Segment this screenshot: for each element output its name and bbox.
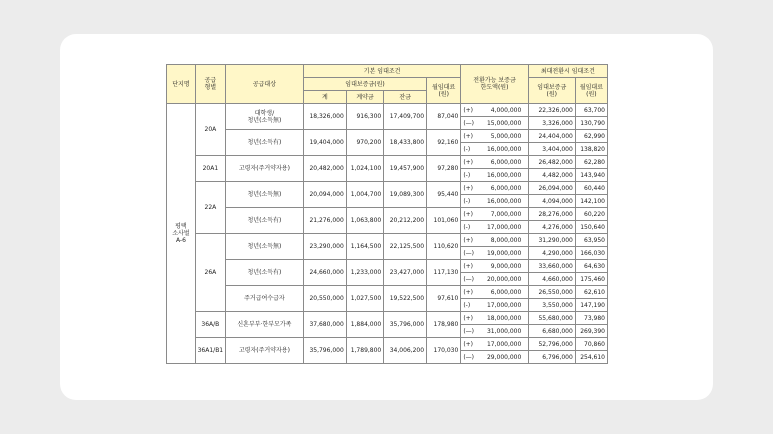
monthly-rent-cell: 101,060 (427, 208, 461, 234)
target-cell: 청년(소득無) (225, 182, 303, 208)
convert-minus-value: 20,000,000 (486, 275, 522, 283)
monthly-rent-cell: 178,980 (427, 312, 461, 338)
max-deposit-cell: 52,796,000 (528, 338, 575, 351)
monthly-rent-cell: 170,030 (427, 338, 461, 364)
min-deposit-cell: 4,276,000 (528, 221, 575, 234)
min-rent-cell: 254,610 (575, 351, 607, 364)
convert-plus-cell (461, 130, 528, 143)
min-rent-cell: 269,390 (575, 325, 607, 338)
convert-minus-cell (461, 169, 528, 182)
target-cell: 청년(소득有) (225, 260, 303, 286)
rental-conditions-table (166, 64, 608, 364)
max-deposit-cell: 28,276,000 (528, 208, 575, 221)
convert-plus-value: 5,000,000 (490, 132, 522, 140)
monthly-rent-cell: 95,440 (427, 182, 461, 208)
max-rent-cell: 63,700 (575, 104, 607, 117)
plus-sign: (+) (463, 262, 474, 270)
min-deposit-cell: 4,094,000 (528, 195, 575, 208)
table-row (167, 338, 608, 351)
min-deposit-cell: 3,326,000 (528, 117, 575, 130)
convert-minus-value: 16,000,000 (486, 145, 522, 153)
minus-sign: (-) (463, 197, 471, 205)
balance-cell: 17,409,700 (384, 104, 427, 130)
convert-plus-cell (461, 208, 528, 221)
deposit-total-cell: 37,680,000 (303, 312, 346, 338)
convert-plus-cell (461, 286, 528, 299)
target-cell: 신혼부부·한부모가족 (225, 312, 303, 338)
table-row (167, 104, 608, 117)
convert-minus-value: 16,000,000 (486, 197, 522, 205)
balance-cell: 34,006,200 (384, 338, 427, 364)
convert-minus-cell (461, 195, 528, 208)
min-rent-cell: 175,460 (575, 273, 607, 286)
max-deposit-cell: 26,550,000 (528, 286, 575, 299)
min-deposit-cell: 4,290,000 (528, 247, 575, 260)
max-rent-cell: 70,860 (575, 338, 607, 351)
contract-cell: 1,789,800 (346, 338, 383, 364)
minus-sign: (-) (463, 171, 471, 179)
max-deposit-cell: 24,404,000 (528, 130, 575, 143)
balance-cell: 18,433,800 (384, 130, 427, 156)
balance-cell: 19,457,900 (384, 156, 427, 182)
contract-cell: 1,884,000 (346, 312, 383, 338)
deposit-total-cell: 23,290,000 (303, 234, 346, 260)
convert-minus-cell (461, 351, 528, 364)
convert-plus-value: 18,000,000 (486, 314, 522, 322)
convert-minus-value: 17,000,000 (486, 223, 522, 231)
target-cell: 주거급여수급자 (225, 286, 303, 312)
header-basic-conditions: 기본 임대조건 (303, 65, 460, 78)
monthly-rent-cell: 97,610 (427, 286, 461, 312)
convert-plus-value: 6,000,000 (490, 288, 522, 296)
minus-sign: (—) (463, 327, 474, 335)
plus-sign: (+) (463, 236, 474, 244)
max-deposit-cell: 22,326,000 (528, 104, 575, 117)
max-rent-cell: 63,950 (575, 234, 607, 247)
target-cell: 청년(소득有) (225, 130, 303, 156)
header-complex: 단지명 (167, 65, 196, 104)
table-row (167, 286, 608, 299)
deposit-total-cell: 20,550,000 (303, 286, 346, 312)
min-deposit-cell: 3,404,000 (528, 143, 575, 156)
convert-plus-cell (461, 104, 528, 117)
max-rent-cell: 62,280 (575, 156, 607, 169)
minus-sign: (—) (463, 119, 474, 127)
balance-cell: 35,796,000 (384, 312, 427, 338)
monthly-rent-cell: 117,130 (427, 260, 461, 286)
plus-sign: (+) (463, 288, 474, 296)
convert-minus-value: 31,000,000 (486, 327, 522, 335)
max-deposit-cell: 55,680,000 (528, 312, 575, 325)
min-rent-cell: 147,190 (575, 299, 607, 312)
convert-plus-cell (461, 312, 528, 325)
balance-cell: 22,125,500 (384, 234, 427, 260)
deposit-total-cell: 35,796,000 (303, 338, 346, 364)
monthly-rent-cell: 92,160 (427, 130, 461, 156)
table-row (167, 260, 608, 273)
convert-plus-cell (461, 234, 528, 247)
plus-sign: (+) (463, 340, 474, 348)
header-convertible: 전환가능 보증금 한도액(원) (461, 65, 528, 104)
supply-type-cell: 36A/B (195, 312, 225, 338)
min-rent-cell: 143,940 (575, 169, 607, 182)
min-rent-cell: 150,640 (575, 221, 607, 234)
table-row (167, 312, 608, 325)
header-max-deposit: 임대보증금 (원) (528, 78, 575, 104)
convert-plus-value: 4,000,000 (490, 106, 522, 114)
monthly-rent-cell: 87,040 (427, 104, 461, 130)
complex-name-cell: 평택 소사벌 A-6 (167, 104, 196, 364)
min-rent-cell: 166,030 (575, 247, 607, 260)
convert-plus-cell (461, 338, 528, 351)
supply-type-cell: 36A1/B1 (195, 338, 225, 364)
balance-cell: 19,522,500 (384, 286, 427, 312)
plus-sign: (+) (463, 184, 474, 192)
header-max-rent: 월임대료 (원) (575, 78, 607, 104)
header-total: 계 (303, 91, 346, 104)
max-deposit-cell: 31,290,000 (528, 234, 575, 247)
contract-cell: 916,300 (346, 104, 383, 130)
header-monthly-rent: 월임대료 (원) (427, 78, 461, 104)
table-row (167, 156, 608, 169)
plus-sign: (+) (463, 158, 474, 166)
table-row (167, 208, 608, 221)
min-deposit-cell: 6,680,000 (528, 325, 575, 338)
deposit-total-cell: 21,276,000 (303, 208, 346, 234)
convert-minus-value: 17,000,000 (486, 301, 522, 309)
target-cell: 고령자(주거약자용) (225, 338, 303, 364)
max-deposit-cell: 26,482,000 (528, 156, 575, 169)
deposit-total-cell: 19,404,000 (303, 130, 346, 156)
header-max-conversion: 최대전환시 임대조건 (528, 65, 607, 78)
convert-plus-value: 9,000,000 (490, 262, 522, 270)
convert-minus-cell (461, 299, 528, 312)
convert-minus-cell (461, 221, 528, 234)
convert-minus-value: 15,000,000 (486, 119, 522, 127)
table-row (167, 234, 608, 247)
contract-cell: 970,200 (346, 130, 383, 156)
max-rent-cell: 62,990 (575, 130, 607, 143)
convert-minus-cell (461, 247, 528, 260)
header-contract: 계약금 (346, 91, 383, 104)
convert-plus-value: 6,000,000 (490, 158, 522, 166)
minus-sign: (-) (463, 145, 471, 153)
min-rent-cell: 130,790 (575, 117, 607, 130)
target-cell: 대학생/ 청년(소득無) (225, 104, 303, 130)
min-deposit-cell: 3,550,000 (528, 299, 575, 312)
contract-cell: 1,063,800 (346, 208, 383, 234)
max-rent-cell: 62,610 (575, 286, 607, 299)
plus-sign: (+) (463, 314, 474, 322)
convert-plus-cell (461, 156, 528, 169)
deposit-total-cell: 20,482,000 (303, 156, 346, 182)
table-header (167, 65, 608, 104)
convert-minus-value: 29,000,000 (486, 353, 522, 361)
max-deposit-cell: 26,094,000 (528, 182, 575, 195)
contract-cell: 1,164,500 (346, 234, 383, 260)
monthly-rent-cell: 110,620 (427, 234, 461, 260)
supply-type-cell: 26A (195, 234, 225, 312)
convert-plus-value: 8,000,000 (490, 236, 522, 244)
convert-plus-cell (461, 260, 528, 273)
convert-minus-cell (461, 117, 528, 130)
monthly-rent-cell: 97,280 (427, 156, 461, 182)
min-deposit-cell: 4,482,000 (528, 169, 575, 182)
target-cell: 고령자(주거약자용) (225, 156, 303, 182)
convert-minus-cell (461, 325, 528, 338)
convert-minus-cell (461, 273, 528, 286)
plus-sign: (+) (463, 106, 474, 114)
supply-type-cell: 22A (195, 182, 225, 234)
content-card (60, 34, 713, 400)
header-balance: 잔금 (384, 91, 427, 104)
minus-sign: (—) (463, 249, 474, 257)
target-cell: 청년(소득無) (225, 234, 303, 260)
contract-cell: 1,004,700 (346, 182, 383, 208)
min-deposit-cell: 6,796,000 (528, 351, 575, 364)
convert-minus-value: 19,000,000 (486, 249, 522, 257)
convert-minus-cell (461, 143, 528, 156)
convert-minus-value: 16,000,000 (486, 171, 522, 179)
target-cell: 청년(소득有) (225, 208, 303, 234)
minus-sign: (-) (463, 223, 471, 231)
max-rent-cell: 60,220 (575, 208, 607, 221)
min-rent-cell: 142,100 (575, 195, 607, 208)
table-row (167, 130, 608, 143)
contract-cell: 1,233,000 (346, 260, 383, 286)
minus-sign: (-) (463, 301, 471, 309)
min-rent-cell: 138,820 (575, 143, 607, 156)
deposit-total-cell: 20,094,000 (303, 182, 346, 208)
balance-cell: 23,427,000 (384, 260, 427, 286)
max-rent-cell: 60,440 (575, 182, 607, 195)
contract-cell: 1,027,500 (346, 286, 383, 312)
balance-cell: 20,212,200 (384, 208, 427, 234)
plus-sign: (+) (463, 210, 474, 218)
max-rent-cell: 64,630 (575, 260, 607, 273)
deposit-total-cell: 24,660,000 (303, 260, 346, 286)
max-rent-cell: 73,980 (575, 312, 607, 325)
supply-type-cell: 20A1 (195, 156, 225, 182)
minus-sign: (—) (463, 275, 474, 283)
max-deposit-cell: 33,660,000 (528, 260, 575, 273)
convert-plus-cell (461, 182, 528, 195)
table-row (167, 182, 608, 195)
contract-cell: 1,024,100 (346, 156, 383, 182)
header-deposit: 임대보증금(원) (303, 78, 426, 91)
header-supply-type: 공급 형별 (195, 65, 225, 104)
minus-sign: (—) (463, 353, 474, 361)
deposit-total-cell: 18,326,000 (303, 104, 346, 130)
convert-plus-value: 17,000,000 (486, 340, 522, 348)
min-deposit-cell: 4,660,000 (528, 273, 575, 286)
balance-cell: 19,089,300 (384, 182, 427, 208)
plus-sign: (+) (463, 132, 474, 140)
convert-plus-value: 7,000,000 (490, 210, 522, 218)
table-body (167, 104, 608, 364)
convert-plus-value: 6,000,000 (490, 184, 522, 192)
header-target: 공급대상 (225, 65, 303, 104)
supply-type-cell: 20A (195, 104, 225, 156)
